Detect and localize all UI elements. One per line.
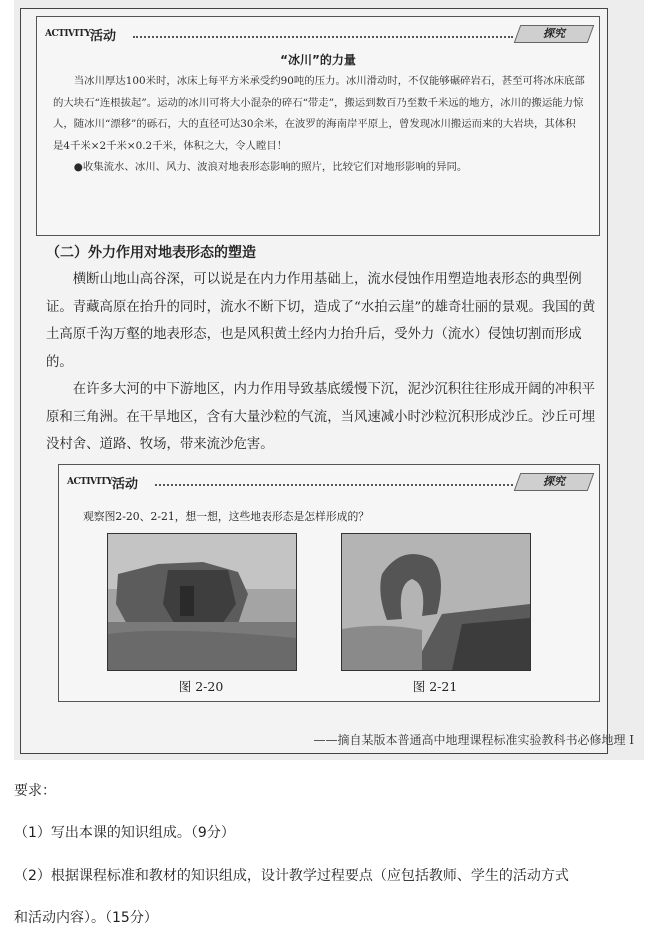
photo-figure-2-21 — [341, 533, 531, 671]
caption-figure-2-20: 图 2-20 — [178, 679, 224, 694]
section-paragraph-2: 在许多大河的中下游地区，内力作用导致基底缓慢下沉，泥沙沉积往往形成开阔的冲积平原和三角洲。在干旱地区，含有大量沙粒的气流，当风速减小时沙粒沉积形成沙丘。沙丘可埋没村舍、道路、牧场，带来流沙危害。 — [46, 382, 596, 452]
activity-text — [53, 71, 585, 179]
activity-header — [67, 471, 591, 495]
activity-box-landforms — [58, 464, 600, 702]
requirements-label: 要求： — [14, 783, 56, 799]
activity-tag-en: ACTIVITY — [67, 477, 113, 487]
caption-figure-2-21: 图 2-21 — [412, 679, 458, 694]
section-body — [46, 266, 606, 459]
activity-tag-zh: 活动 — [112, 477, 139, 492]
activity-question: 观察图2-20、2-21，想一想，这些地表形态是怎样形成的？ — [83, 510, 370, 523]
section-heading: （二）外力作用对地表形态的塑造 — [46, 245, 256, 261]
activity-box-glacier — [36, 16, 600, 236]
dotted-divider — [133, 36, 513, 38]
activity-tag-zh: 活动 — [90, 29, 117, 44]
activity-title: “冰川”的力量 — [280, 53, 356, 67]
explore-badge: 探究 — [514, 25, 595, 43]
requirement-2: （2）根据课程标准和教材的知识组成，设计教学过程要点（应包括教师、学生的活动方式 — [14, 868, 569, 884]
requirement-2-continued: 和活动内容）。（15分） — [14, 910, 158, 926]
activity-tag-en: ACTIVITY — [45, 29, 91, 39]
sea-stack-photo — [108, 534, 296, 670]
requirement-1: （1）写出本课的知识组成。（9分） — [14, 825, 235, 841]
activity-task: ●收集流水、冰川、风力、波浪对地表形态影响的照片，比较它们对地形影响的异同。 — [73, 161, 468, 173]
source-citation: ——摘自某版本普通高中地理课程标准实验教科书必修地理 I — [313, 733, 634, 747]
dotted-divider — [155, 484, 513, 486]
activity-paragraph: 当冰川厚达100米时，冰床上每平方米承受约90吨的压力。冰川滑动时，不仅能够碾碎岩石，甚至可将冰床底部的大块石“连根拔起”。运动的冰川可将大小混杂的碎石“带走”，搬运到数百乃至数千米远的地方，冰川的搬运能力惊人，随冰川“漂移”的砾石，大的直径可达30余米，在波罗的海南岸平原上，曾发现冰川搬运而来的大岩块，其体积是4千米×2千米×0.2千米，体积之大，令人瞠目！ — [53, 75, 585, 152]
explore-badge: 探究 — [514, 473, 595, 491]
rock-arch-photo — [342, 534, 530, 670]
section-paragraph-1: 横断山地山高谷深，可以说是在内力作用基础上，流水侵蚀作用塑造地表形态的典型例证。青藏高原在抬升的同时，流水不断下切，造成了“水拍云崖”的雄奇壮丽的景观。我国的黄土高原千沟万壑的地表形态，也是风积黄土经内力抬升后，受外力（流水）侵蚀切割而形成的。 — [46, 272, 596, 370]
activity-header — [45, 23, 591, 47]
photo-figure-2-20 — [107, 533, 297, 671]
